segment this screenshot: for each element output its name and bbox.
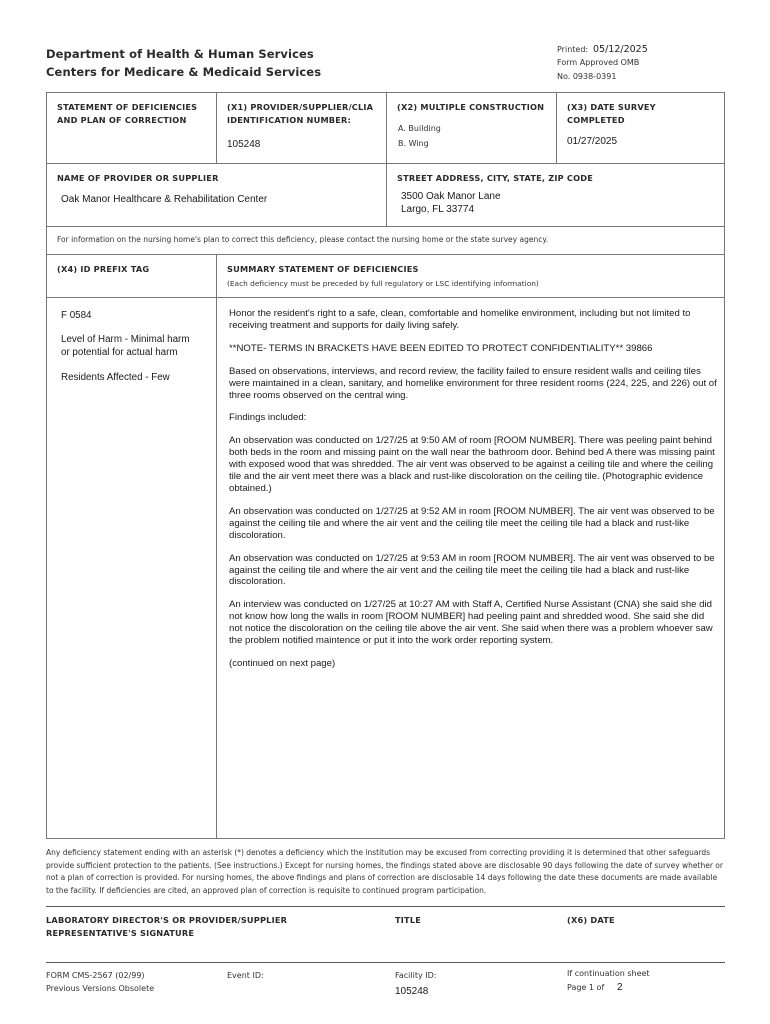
title-label: TITLE	[395, 915, 422, 925]
date-label: (X6) DATE	[567, 915, 615, 925]
provider-name-label: NAME OF PROVIDER OR SUPPLIER	[57, 173, 219, 183]
deficiency-tag: F 0584	[61, 310, 92, 321]
agency-name-line2: Centers for Medicare & Medicaid Services	[46, 65, 322, 79]
summary-paragraph: Findings included:	[229, 412, 307, 424]
statement-heading: STATEMENT OF DEFICIENCIES AND PLAN OF CORRECTION	[57, 102, 198, 125]
x2-heading: (X2) MULTIPLE CONSTRUCTION	[397, 102, 545, 112]
provider-name-value: Oak Manor Healthcare & Rehabilitation Center	[61, 194, 268, 205]
summary-paragraph: Honor the resident's right to a safe, clean, comfortable and homelike environment, including but not limited to receiving treatment and supports for daily living safely.	[229, 308, 691, 331]
summary-paragraph: An observation was conducted on 1/27/25 at 9:53 AM in room [ROOM NUMBER]. The air vent was observed to be against the ceiling tile and where the air vent and the ceiling tile meet the ceiling tile had a black and rust-like discoloration.	[229, 552, 715, 588]
deficiency-summary	[229, 308, 719, 681]
x1-heading: (X1) PROVIDER/SUPPLIER/CLIA IDENTIFICATION NUMBER:	[227, 102, 374, 125]
agency-name-line1: Department of Health & Human Services	[46, 47, 314, 61]
printed-date: 05/12/2025	[593, 44, 648, 55]
level-of-harm: Level of Harm - Minimal harm or potential for actual harm	[61, 334, 190, 358]
facility-id-label: Facility ID:	[395, 971, 437, 980]
prefix-tag-heading: (X4) ID PREFIX TAG	[57, 264, 150, 274]
provider-id-value: 105248	[227, 139, 261, 150]
page-label: Page 1 of	[567, 983, 605, 992]
summary-paragraph: An interview was conducted on 1/27/25 at 10:27 AM with Staff A, Certified Nurse Assistant (CNA) she said she did not know how long the walls in room [ROOM NUMBER] had peeling paint and shredded wood. She said she did not notice the discoloration on the ceiling tile above the air vent. She said when there was a problem whoever saw the problem notified maintence or put it into the work order reporting system.	[229, 599, 713, 647]
info-note: For information on the nursing home's plan to correct this deficiency, please contact the nursing home or the state survey agency.	[57, 235, 549, 244]
summary-paragraph: An observation was conducted on 1/27/25 at 9:50 AM of room [ROOM NUMBER]. There was peeling paint behind both beds in the room and missing paint on the wall near the bathroom door. Behind bed A there was missing paint with exposed wood that was shredded. The air vent was observed to be against a ceiling tile and where the ceiling tile and the air vent meet there was a black and rust-like discoloration on the ceiling tile. (Photographic evidence obtained.)	[229, 435, 715, 494]
x3-heading: (X3) DATE SURVEY COMPLETED	[567, 102, 656, 125]
facility-id-value: 105248	[395, 986, 429, 997]
page-total: 2	[617, 982, 623, 993]
address-label: STREET ADDRESS, CITY, STATE, ZIP CODE	[397, 173, 594, 183]
wing-label: B. Wing	[398, 139, 429, 148]
address-value: 3500 Oak Manor Lane Largo, FL 33774	[401, 191, 501, 215]
form-id: FORM CMS-2567 (02/99) Previous Versions Obsolete	[46, 971, 155, 993]
summary-paragraph: An observation was conducted on 1/27/25 at 9:52 AM in room [ROOM NUMBER]. The air vent was observed to be against the ceiling tile and where the air vent and the ceiling tile meet the ceiling tile had a black and rust-like discoloration.	[229, 505, 715, 541]
event-id-label: Event ID:	[227, 971, 264, 980]
continued-note: (continued on next page)	[229, 657, 336, 669]
survey-date-value: 01/27/2025	[567, 136, 618, 147]
printed-label: Printed:	[557, 45, 589, 54]
summary-paragraph: **NOTE- TERMS IN BRACKETS HAVE BEEN EDITED TO PROTECT CONFIDENTIALITY** 39866	[229, 342, 653, 354]
summary-subheading: (Each deficiency must be preceded by full regulatory or LSC identifying information)	[227, 279, 539, 288]
residents-affected: Residents Affected - Few	[61, 372, 170, 383]
disclaimer-text: Any deficiency statement ending with an asterisk (*) denotes a deficiency which the institution may be excused from correcting providing it is determined that other safeguards provide sufficient protection to the patients. (See instructions.) Except for nursing homes, the findings stated above are disclosable 90 days following the date of survey whether or not a plan of correction is provided. For nursing homes, the above findings and plans of correction are disclosable 14 days following the date these documents are made available to the facility. If deficiencies are cited, an approved plan of correction is requisite to continued program participation.	[46, 848, 723, 895]
building-label: A. Building	[398, 124, 441, 133]
continuation-label: If continuation sheet	[567, 969, 650, 978]
signature-label: LABORATORY DIRECTOR'S OR PROVIDER/SUPPLIER REPRESENTATIVE'S SIGNATURE	[46, 915, 288, 938]
summary-paragraph: Based on observations, interviews, and record review, the facility failed to ensure resident walls and ceiling tiles were maintained in a clean, sanitary, and homelike environment for three resident rooms (224, 225, and 226) out of three rooms observed on the central wing.	[229, 365, 717, 401]
omb-number: No. 0938-0391	[557, 72, 617, 81]
form-approved: Form Approved OMB	[557, 58, 640, 67]
summary-heading: SUMMARY STATEMENT OF DEFICIENCIES	[227, 264, 419, 274]
